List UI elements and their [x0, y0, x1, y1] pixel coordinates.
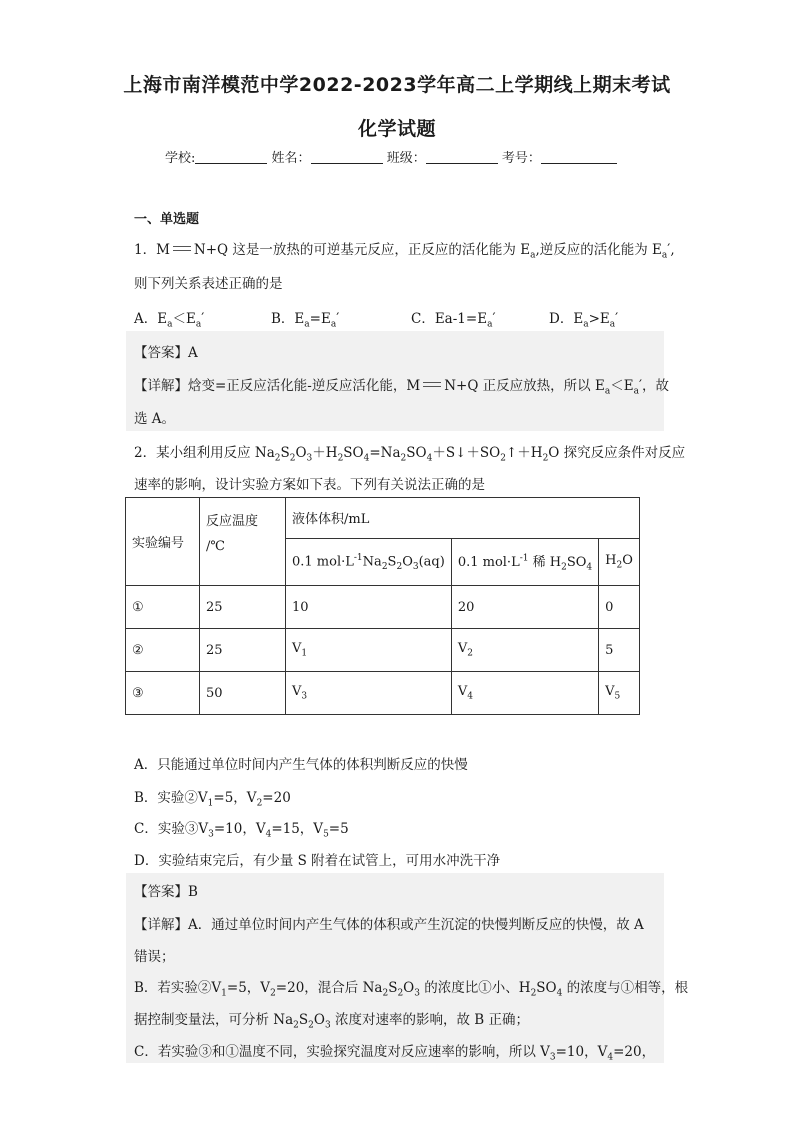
id-label: 考号：: [501, 151, 541, 166]
name-blank[interactable]: [311, 150, 383, 164]
section-heading: 一、单选题: [134, 212, 200, 227]
row-v-na2s2o3: 10: [286, 586, 452, 629]
q2-answer-box: [126, 873, 664, 1063]
q1-detail-line2: 选 A。: [134, 411, 176, 427]
row-v-h2so4: $V_4$: [451, 672, 598, 715]
name-label: 姓名：: [271, 151, 311, 166]
q2-detail-c: C．若实验③和①温度不同，实验探究温度对反应速率的影响，所以 $V_3=10$，$V_4=20$，: [134, 1044, 656, 1063]
q2-stem: 2．某小组利用反应 $Na_2S_2O_3+H_2SO_4=Na_2SO_4+S↓+SO_2↑+H_2O$ 探究反应条件对反应: [134, 445, 686, 464]
q2-option-b[interactable]: B．实验$②V_1=5$，$V_2=20$: [134, 790, 291, 809]
q2-detail-b: B．若实验$②V_1=5$，$V_2=20$，混合后 $Na_2S_2O_3$ 的浓度比①小、$H_2SO_4$ 的浓度与①相等，根: [134, 980, 689, 999]
q2-detail-a-line2: 错误；: [134, 949, 175, 965]
q1-option-c[interactable]: C．$Ea-1=E_a'$: [411, 311, 496, 330]
header-liquid-volume: 液体体积/mL: [286, 498, 640, 539]
row-v-na2s2o3: $V_1$: [286, 629, 452, 672]
header-h2o: $H_2O$: [599, 539, 640, 586]
school-blank[interactable]: [195, 150, 267, 164]
exam-title: 上海市南洋模范中学2022-2023学年高二上学期线上期末考试: [123, 74, 671, 96]
row-v-h2o: 5: [599, 629, 640, 672]
header-temperature: 反应温度 /℃: [200, 498, 286, 586]
header-h2so4: 0.1 $mol\cdot L^{-1}$ 稀 $H_2SO_4$: [451, 539, 598, 586]
q1-option-a[interactable]: A．$E_a<E_a'$: [134, 311, 205, 330]
class-blank[interactable]: [426, 150, 498, 164]
table-row: [126, 672, 640, 715]
row-v-na2s2o3: $V_3$: [286, 672, 452, 715]
q1-option-b[interactable]: B．$E_a=E_a'$: [271, 311, 340, 330]
row-v-h2o: 0: [599, 586, 640, 629]
row-id: ①: [126, 586, 200, 629]
q2-detail-b-line2: 据控制变量法，可分析 $Na_2S_2O_3$ 浓度对速率的影响，故 B 正确；: [134, 1012, 529, 1031]
q2-answer: 【答案】B: [134, 884, 198, 900]
row-v-h2so4: $V_2$: [451, 629, 598, 672]
id-blank[interactable]: [541, 150, 617, 164]
school-label: 学校:: [165, 151, 196, 166]
table-row: [126, 629, 640, 672]
row-v-h2so4: 20: [451, 586, 598, 629]
table-row: [126, 586, 640, 629]
q1-option-d[interactable]: D．$E_a>E_a'$: [549, 311, 619, 330]
row-temp: 50: [200, 672, 286, 715]
student-info-fields: [165, 147, 617, 166]
q2-option-a[interactable]: A．只能通过单位时间内产生气体的体积判断反应的快慢: [134, 757, 468, 773]
exam-subject: 化学试题: [357, 118, 436, 140]
q1-detail: 【详解】焓变=正反应活化能-逆反应活化能，M N+Q 正反应放热，所以 $E_a<E_a'$，故: [134, 378, 670, 397]
q2-detail-a: 【详解】A．通过单位时间内产生气体的体积或产生沉淀的快慢判断反应的快慢，故 A: [134, 917, 644, 933]
q2-option-c[interactable]: C．实验$③V_3=10$，$V_4=15$，$V_5=5$: [134, 821, 349, 840]
q1-stem-line2: 则下列关系表述正确的是: [134, 276, 283, 292]
q1-answer: 【答案】A: [134, 345, 198, 361]
header-experiment-number: 实验编号: [126, 498, 200, 586]
experiment-table: [125, 497, 640, 715]
row-temp: 25: [200, 586, 286, 629]
q2-option-d[interactable]: D．实验结束完后，有少量 S 附着在试管上，可用水冲洗干净: [134, 853, 501, 869]
class-label: 班级：: [386, 151, 426, 166]
row-id: ③: [126, 672, 200, 715]
row-id: ②: [126, 629, 200, 672]
q1-stem: 1．M N+Q 这是一放热的可逆基元反应，正反应的活化能为 $E_a$,逆反应的活化能为 $E_a'$,: [134, 242, 675, 261]
q2-stem-line2: 速率的影响，设计实验方案如下表。下列有关说法正确的是: [134, 477, 485, 493]
equilibrium-arrow-icon: [422, 381, 442, 389]
row-v-h2o: $V_5$: [599, 672, 640, 715]
header-na2s2o3: 0.1 $mol\cdot L^{-1}Na_2S_2O_3(aq)$: [286, 539, 452, 586]
equilibrium-arrow-icon: [172, 245, 192, 253]
row-temp: 25: [200, 629, 286, 672]
